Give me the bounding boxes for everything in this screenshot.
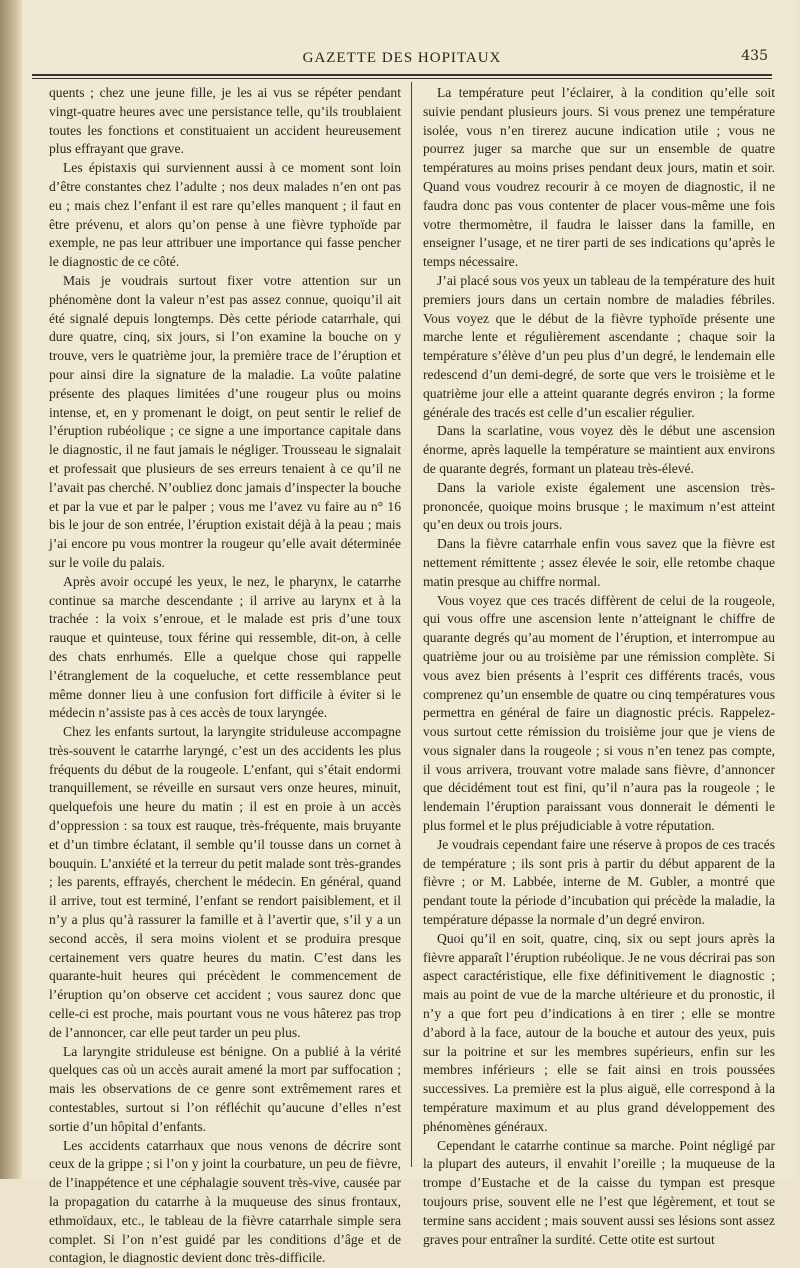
- right-column: [423, 84, 775, 1247]
- right-paragraph: La température peut l’éclairer, à la condition qu’elle soit suivie pendant plusieurs jours. Si vous prenez une température isolée, vous n’en tirerez aucune indication utile ; vous ne pourrez juger sa marche que sur un ensemble de quatre températures au moins prises pendant deux jours, matin et soir. Quand vous voudrez recourir à ce moyen de diagnostic, il ne faudra donc pas vous contenter de placer vous-même une fois votre thermomètre, il faudra le laisser dans la famille, en enseigner l’usage, et ne tirer parti de ses indications qu’après le temps nécessaire.: [423, 85, 775, 270]
- left-paragraph: Chez les enfants surtout, la laryngite striduleuse accompagne très-souvent le catarrhe laryngé, c’est un des accidents les plus fréquents du début de la rougeole. L’enfant, qui s’était endormi tranquillement, se réveille en sursaut vers onze heures, minuit, quelquefois une heure du matin ; il est en proie à un accès d’oppression : sa toux est rauque, très-fréquente, mais bruyante et d’un timbre éclatant, il semble qu’il tousse dans un cornet à bouquin. L’anxiété et la terreur du petit malade sont très-grandes ; les parents, effrayés, cherchent le médecin. En général, quand il arrive, tout est terminé, l’enfant se rendort paisiblement, et il n’y a plus qu’à rassurer la famille et à l’avertir que, s’il y a un second accès, il sera moins violent et se produira presque certainement vers quatre heures du matin. C’est dans les quarante-huit heures qui précèdent le commencement de l’éruption qu’on observe cet accident ; vous saurez donc que celle-ci est proche, mais pourtant vous ne vous hâterez pas trop de l’annoncer, car elle peut tarder un peu plus.: [49, 724, 401, 1040]
- left-paragraph: Mais je voudrais surtout fixer votre attention sur un phénomène dont la valeur n’est pas assez connue, quoiqu’il ait été signalé depuis longtemps. Dès cette période catarrhale, qui dure quatre, cinq, six jours, si l’on examine la bouche on y trouve, vers le quatrième jour, la première trace de l’éruption et pour ainsi dire la signature de la maladie. La voûte palatine présente des plaques limitées d’une rougeur plus ou moins intense, et, en y promenant le doigt, on peut sentir le relief de l’éruption rubéolique ; ce signe a une importance capitale dans le diagnostic, il ne faut jamais le négliger. Trousseau le signalait et professait que plusieurs de ses erreurs tenaient à ce qu’il ne l’avait pas cherché. N’oubliez donc jamais d’inspecter la bouche et par la vue et par le palper ; vous me l’avez vu faire au n° 16 bis le jour de son entrée, l’éruption existait déjà à la peau ; mais j’ai encore pu vous montrer la rougeur qu’elle avait déterminée sur le voile du palais.: [49, 272, 401, 570]
- left-paragraph: Après avoir occupé les yeux, le nez, le pharynx, le catarrhe continue sa marche descendante ; il arrive au larynx et à la trachée : la voix s’enroue, et le malade est pris d’une toux rauque et quinteuse, toux férine qui ressemble, dit-on, à celle des chats enrhumés. Elle a quelque chose qui rappelle l’étranglement de la coqueluche, et cette ressemblance peut même donner lieu à une confusion fort difficile à éviter si le médecin n’assiste pas à ces accès de toux laryngée.: [49, 573, 401, 721]
- page-header: [32, 48, 772, 72]
- header-rule-thin: [32, 78, 772, 79]
- right-paragraph: J’ai placé sous vos yeux un tableau de la température des huit premiers jours dans un certain nombre de maladies fébriles. Vous voyez que le début de la fièvre typhoïde présente une marche lente et régulièrement ascendante ; chaque soir la température s’élève d’un peu plus d’un degré, le lendemain elle redescend d’un demi-degré, de sorte que vers le troisième et le quatrième jour elle a atteint quarante degrés environ ; la forme générale des tracés est celle d’un escalier régulier.: [423, 272, 775, 420]
- left-paragraph: Les épistaxis qui surviennent aussi à ce moment sont loin d’être constantes chez l’adulte ; nos deux malades n’en ont pas eu ; mais chez l’enfant il est rare qu’elles manquent ; il faut en être prévenu, et alors qu’on pense à une fièvre typhoïde par exemple, ne pas leur attribuer une importance qui fasse pencher le diagnostic de ce côté.: [49, 160, 401, 270]
- left-paragraph: quents ; chez une jeune fille, je les ai vus se répéter pendant vingt-quatre heures avec une persistance telle, qu’ils troublaient toutes les fonctions et constituaient un accident heureusement plus effrayant que grave.: [49, 85, 401, 157]
- right-paragraph: Vous voyez que ces tracés diffèrent de celui de la rougeole, qui vous offre une ascension lente n’atteignant le chiffre de quarante degrés qu’au moment de l’éruption, et interrompue au quatrième jour ou au troisième par une rémission complète. Si vous avez bien présents à l’esprit ces différents tracés, vous comprenez qu’un ensemble de quatre ou cinq températures vous permettra en général de faire un diagnostic précis. Rappelez-vous surtout cette rémission du troisième jour que je viens de vous signaler dans la rougeole ; si vous n’en tenez pas compte, il vous arrivera, trouvant votre malade sans fièvre, d’annoncer que décidément tout est fini, qu’il n’aura pas la rougeole ; le lendemain l’éruption paraissant vous donnerait le démenti le plus formel et le plus préjudiciable à votre réputation.: [423, 592, 775, 834]
- page-number: 435: [741, 48, 768, 64]
- left-paragraph: Les accidents catarrhaux que nous venons de décrire sont ceux de la grippe ; si l’on y joint la courbature, un peu de fièvre, de l’inappétence et une céphalagie souvent très-vive, causée par la propagation du catarrhe à la muqueuse des sinus frontaux, ethmoïdaux, etc., le tableau de la fièvre catarrhale simple sera complet. Si l’on n’est guidé par les conditions d’âge et de contagion, le diagnostic devient donc très-difficile.: [49, 1137, 401, 1266]
- right-paragraph: Je voudrais cependant faire une réserve à propos de ces tracés de température ; ils sont pris à partir du début apparent de la fièvre ; or M. Labbée, interne de M. Gubler, a montré que pendant toute la période d’incubation qui précède la maladie, la température dépasse la normale d’un degré environ.: [423, 836, 775, 928]
- right-paragraph: Dans la scarlatine, vous voyez dès le début une ascension énorme, après laquelle la température se maintient aux environs de quarante degrés, formant un plateau très-élevé.: [423, 423, 775, 476]
- page-binding-edge: [0, 0, 22, 1179]
- journal-title: GAZETTE DES HOPITAUX: [302, 50, 502, 66]
- right-paragraph: Dans la fièvre catarrhale enfin vous savez que la fièvre est nettement rémittente ; assez élevée le soir, elle retombe chaque matin presque au chiffre normal.: [423, 536, 775, 589]
- left-paragraph: La laryngite striduleuse est bénigne. On a publié à la vérité quelques cas où un accès aurait amené la mort par suffocation ; mais les observations de ce genre sont extrêmement rares et contestables, surtout si l’on réfléchit qu’aucune d’elles n’est sortie d’un hôpital d’enfants.: [49, 1043, 401, 1134]
- right-paragraph: Dans la variole existe également une ascension très-prononcée, quoique moins brusque ; le maximum n’est atteint qu’en deux ou trois jours.: [423, 479, 775, 533]
- left-column: [49, 84, 401, 1266]
- header-rule-thick: [32, 74, 772, 76]
- right-paragraph: Cependant le catarrhe continue sa marche. Point négligé par la plupart des auteurs, il envahit l’oreille ; la muqueuse de la trompe d’Eustache et de la caisse du tympan est presque toujours prise, souvent elle ne l’est que légèrement, et tout se termine sans accident ; mais souvent aussi ses lésions sont assez graves pour entraîner la surdité. Cette otite est surtout: [423, 1137, 775, 1247]
- column-divider: [411, 82, 412, 1167]
- right-paragraph: Quoi qu’il en soit, quatre, cinq, six ou sept jours après la fièvre apparaît l’éruption rubéolique. Je ne vous décrirai pas son aspect caractéristique, elle fixe définitivement le diagnostic ; mais au point de vue de la marche ultérieure et du pronostic, il n’y a que fort peu d’indications à en tirer ; elle se montre d’abord à la face, autour de la bouche et autour des yeux, puis sur la poitrine et sur les membres supérieurs, enfin sur les membres inférieurs ; elle se fait ainsi en trois poussées successives. La première est la plus aiguë, elle correspond à la température maximum et au plus grand développement des phénomènes généraux.: [423, 930, 775, 1134]
